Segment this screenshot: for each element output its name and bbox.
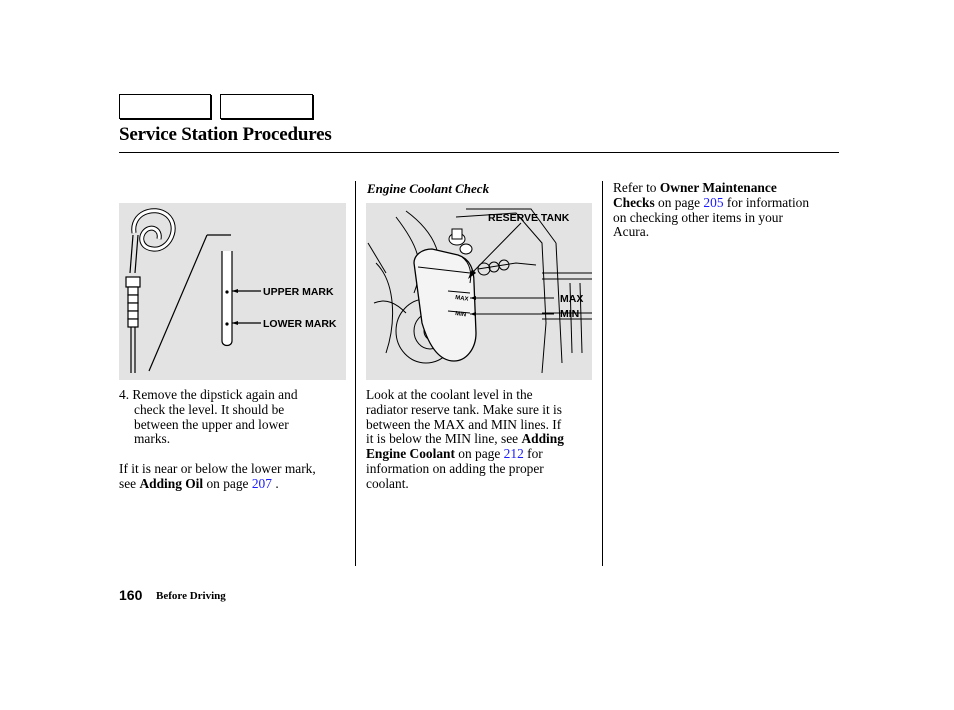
coolant-figure	[366, 203, 592, 380]
reserve-tank-label: RESERVE TANK	[488, 212, 570, 224]
adding-coolant-ref: Engine Coolant	[366, 446, 455, 462]
nav-button-1[interactable]	[119, 94, 211, 119]
tank-min-marking: MIN	[454, 311, 467, 319]
column-divider-1	[355, 181, 356, 566]
page-title: Service Station Procedures	[119, 124, 332, 145]
title-rule	[119, 152, 839, 153]
dipstick-illustration	[119, 203, 346, 380]
upper-mark-label: UPPER MARK	[263, 286, 334, 298]
page-207-link[interactable]: 207	[251, 475, 272, 491]
min-label: MIN	[560, 308, 580, 320]
section-name: Before Driving	[156, 590, 226, 602]
lower-mark-label: LOWER MARK	[263, 318, 337, 330]
step-number: 4.	[119, 387, 130, 402]
oil-paragraph: If it is near or below the lower mark, see Adding Oil on page 207 .	[119, 461, 316, 491]
page-number: 160	[119, 587, 143, 603]
dipstick-figure	[119, 203, 346, 380]
maintenance-paragraph: Refer to Owner Maintenance Checks on page 205 for information on checking other items in your Acura.	[613, 180, 810, 240]
nav-button-2[interactable]	[220, 94, 313, 119]
owner-maintenance-ref: Owner Maintenance	[659, 180, 777, 195]
tank-max-marking: MAX	[454, 295, 469, 303]
coolant-tank-illustration	[366, 203, 592, 380]
page-212-link[interactable]: 212	[503, 446, 524, 462]
figure-caption: Engine Coolant Check	[367, 181, 490, 196]
coolant-paragraph: Look at the coolant level in the radiator reserve tank. Make sure it is between the MAX and MIN lines. If it is below the MIN line, see Adding Engine Coolant on page 212 for information on adding the proper coolant.	[366, 387, 564, 491]
step-4-paragraph: 4. Remove the dipstick again and check the level. It should be between the upper and lower marks.	[119, 387, 298, 447]
page-205-link[interactable]: 205	[703, 194, 724, 210]
adding-oil-ref: Adding Oil	[139, 475, 204, 491]
column-divider-2	[602, 181, 603, 566]
max-label: MAX	[560, 293, 584, 305]
